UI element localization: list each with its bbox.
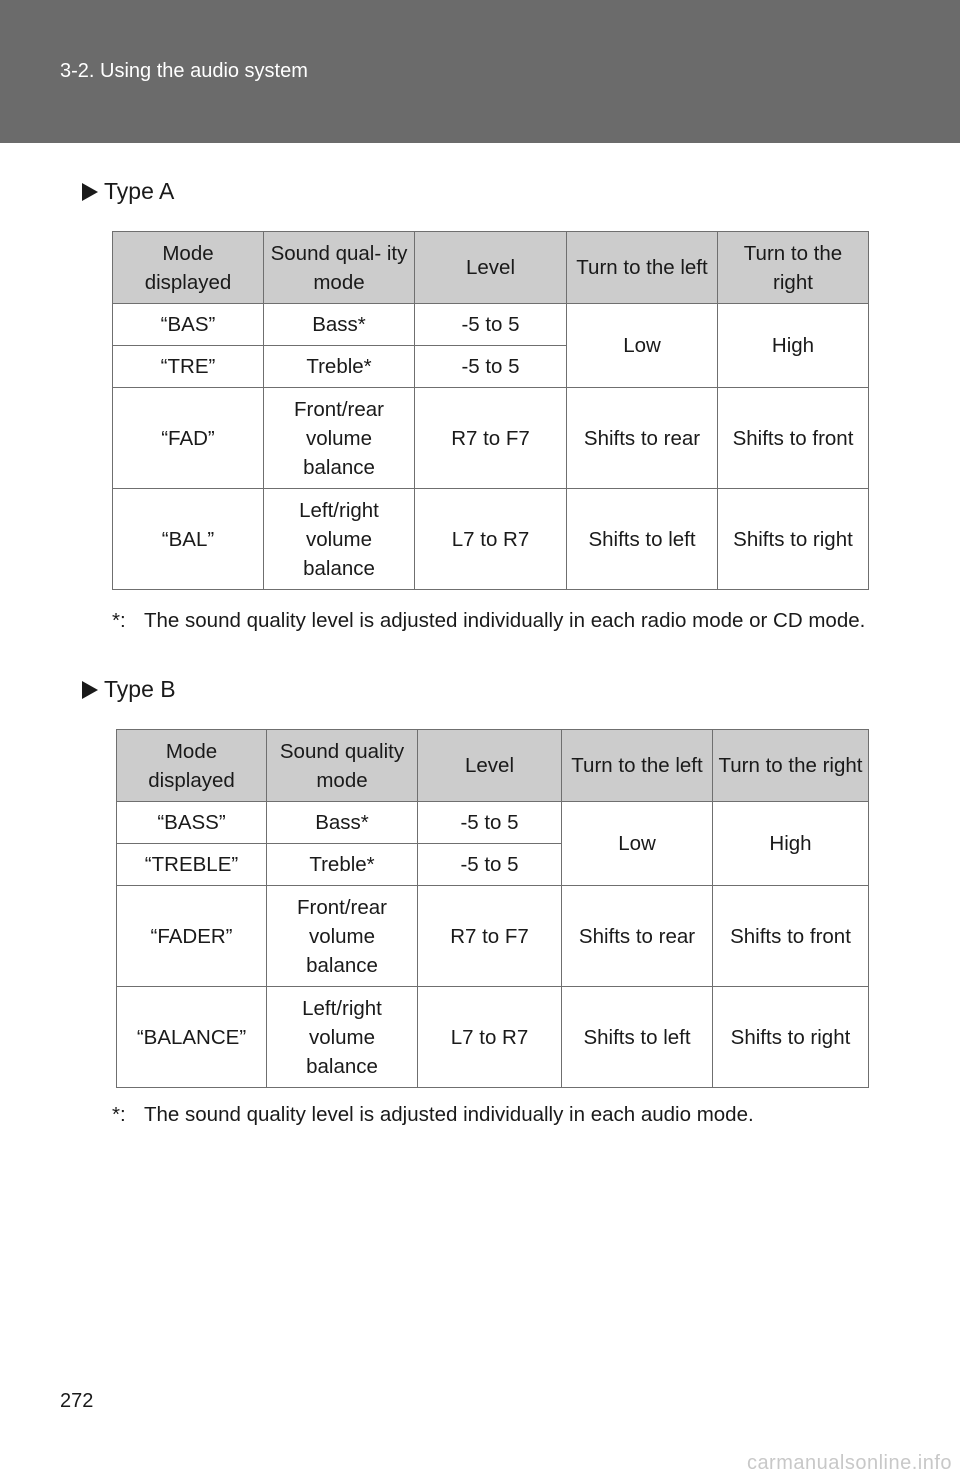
- turn-left-cell: Shifts to rear: [567, 388, 718, 489]
- type-a-heading: [80, 178, 870, 205]
- column-header: Sound quality mode: [267, 730, 418, 802]
- level-cell: -5 to 5: [418, 844, 562, 886]
- section-title: 3-2. Using the audio system: [60, 60, 308, 82]
- column-header: Mode displayed: [117, 730, 267, 802]
- quality-cell: Bass*: [264, 304, 415, 346]
- type-b-table: [116, 729, 869, 1088]
- column-header: Level: [418, 730, 562, 802]
- turn-left-cell: Shifts to rear: [562, 886, 713, 987]
- watermark: carmanualsonline.info: [746, 1452, 952, 1474]
- table-row: [117, 886, 869, 987]
- quality-cell: Left/right volume balance: [264, 489, 415, 590]
- table-header-row: [117, 730, 869, 802]
- table-row: [113, 489, 869, 590]
- turn-right-cell: Shifts to right: [713, 987, 869, 1088]
- quality-cell: Treble*: [267, 844, 418, 886]
- level-cell: R7 to F7: [418, 886, 562, 987]
- mode-cell: “BASS”: [117, 802, 267, 844]
- column-header: Mode displayed: [113, 232, 264, 304]
- level-cell: -5 to 5: [415, 346, 567, 388]
- column-header: Turn to the left: [567, 232, 718, 304]
- page-header: [0, 0, 960, 143]
- table-row: [113, 388, 869, 489]
- type-a-label: Type A: [104, 178, 175, 204]
- type-a-heading-block: [80, 178, 870, 205]
- table-row: [113, 304, 869, 346]
- column-header: Turn to the right: [713, 730, 869, 802]
- type-a-table: [112, 231, 869, 590]
- quality-cell: Front/rear volume balance: [267, 886, 418, 987]
- turn-right-cell: Shifts to front: [718, 388, 869, 489]
- mode-cell: “TRE”: [113, 346, 264, 388]
- column-header: Turn to the left: [562, 730, 713, 802]
- triangle-bullet-icon: [82, 183, 98, 201]
- turn-left-cell: Shifts to left: [567, 489, 718, 590]
- type-b-footnote: [112, 1100, 866, 1129]
- column-header: Level: [415, 232, 567, 304]
- type-a-footnote: [112, 606, 866, 635]
- level-cell: R7 to F7: [415, 388, 567, 489]
- column-header: Turn to the right: [718, 232, 869, 304]
- quality-cell: Bass*: [267, 802, 418, 844]
- type-b-heading: [80, 676, 870, 703]
- page-number: 272: [60, 1390, 94, 1412]
- type-b-heading-block: [80, 676, 870, 703]
- turn-right-cell: Shifts to front: [713, 886, 869, 987]
- quality-cell: Left/right volume balance: [267, 987, 418, 1088]
- turn-left-cell: Low: [567, 304, 718, 388]
- mode-cell: “BALANCE”: [117, 987, 267, 1088]
- mode-cell: “FAD”: [113, 388, 264, 489]
- footnote-marker: *:: [112, 1103, 126, 1126]
- footnote-text: The sound quality level is adjusted individually in each radio mode or CD mode.: [144, 609, 866, 632]
- mode-cell: “FADER”: [117, 886, 267, 987]
- turn-right-cell: Shifts to right: [718, 489, 869, 590]
- mode-cell: “BAL”: [113, 489, 264, 590]
- level-cell: L7 to R7: [415, 489, 567, 590]
- type-b-label: Type B: [104, 676, 176, 702]
- table-row: [117, 802, 869, 844]
- turn-right-cell: High: [713, 802, 869, 886]
- turn-left-cell: Low: [562, 802, 713, 886]
- table-row: [117, 987, 869, 1088]
- footnote-text: The sound quality level is adjusted individually in each audio mode.: [144, 1103, 754, 1126]
- mode-cell: “BAS”: [113, 304, 264, 346]
- level-cell: L7 to R7: [418, 987, 562, 1088]
- level-cell: -5 to 5: [418, 802, 562, 844]
- triangle-bullet-icon: [82, 681, 98, 699]
- turn-right-cell: High: [718, 304, 869, 388]
- turn-left-cell: Shifts to left: [562, 987, 713, 1088]
- quality-cell: Treble*: [264, 346, 415, 388]
- column-header: Sound qual- ity mode: [264, 232, 415, 304]
- footnote-marker: *:: [112, 609, 126, 632]
- table-header-row: [113, 232, 869, 304]
- mode-cell: “TREBLE”: [117, 844, 267, 886]
- quality-cell: Front/rear volume balance: [264, 388, 415, 489]
- level-cell: -5 to 5: [415, 304, 567, 346]
